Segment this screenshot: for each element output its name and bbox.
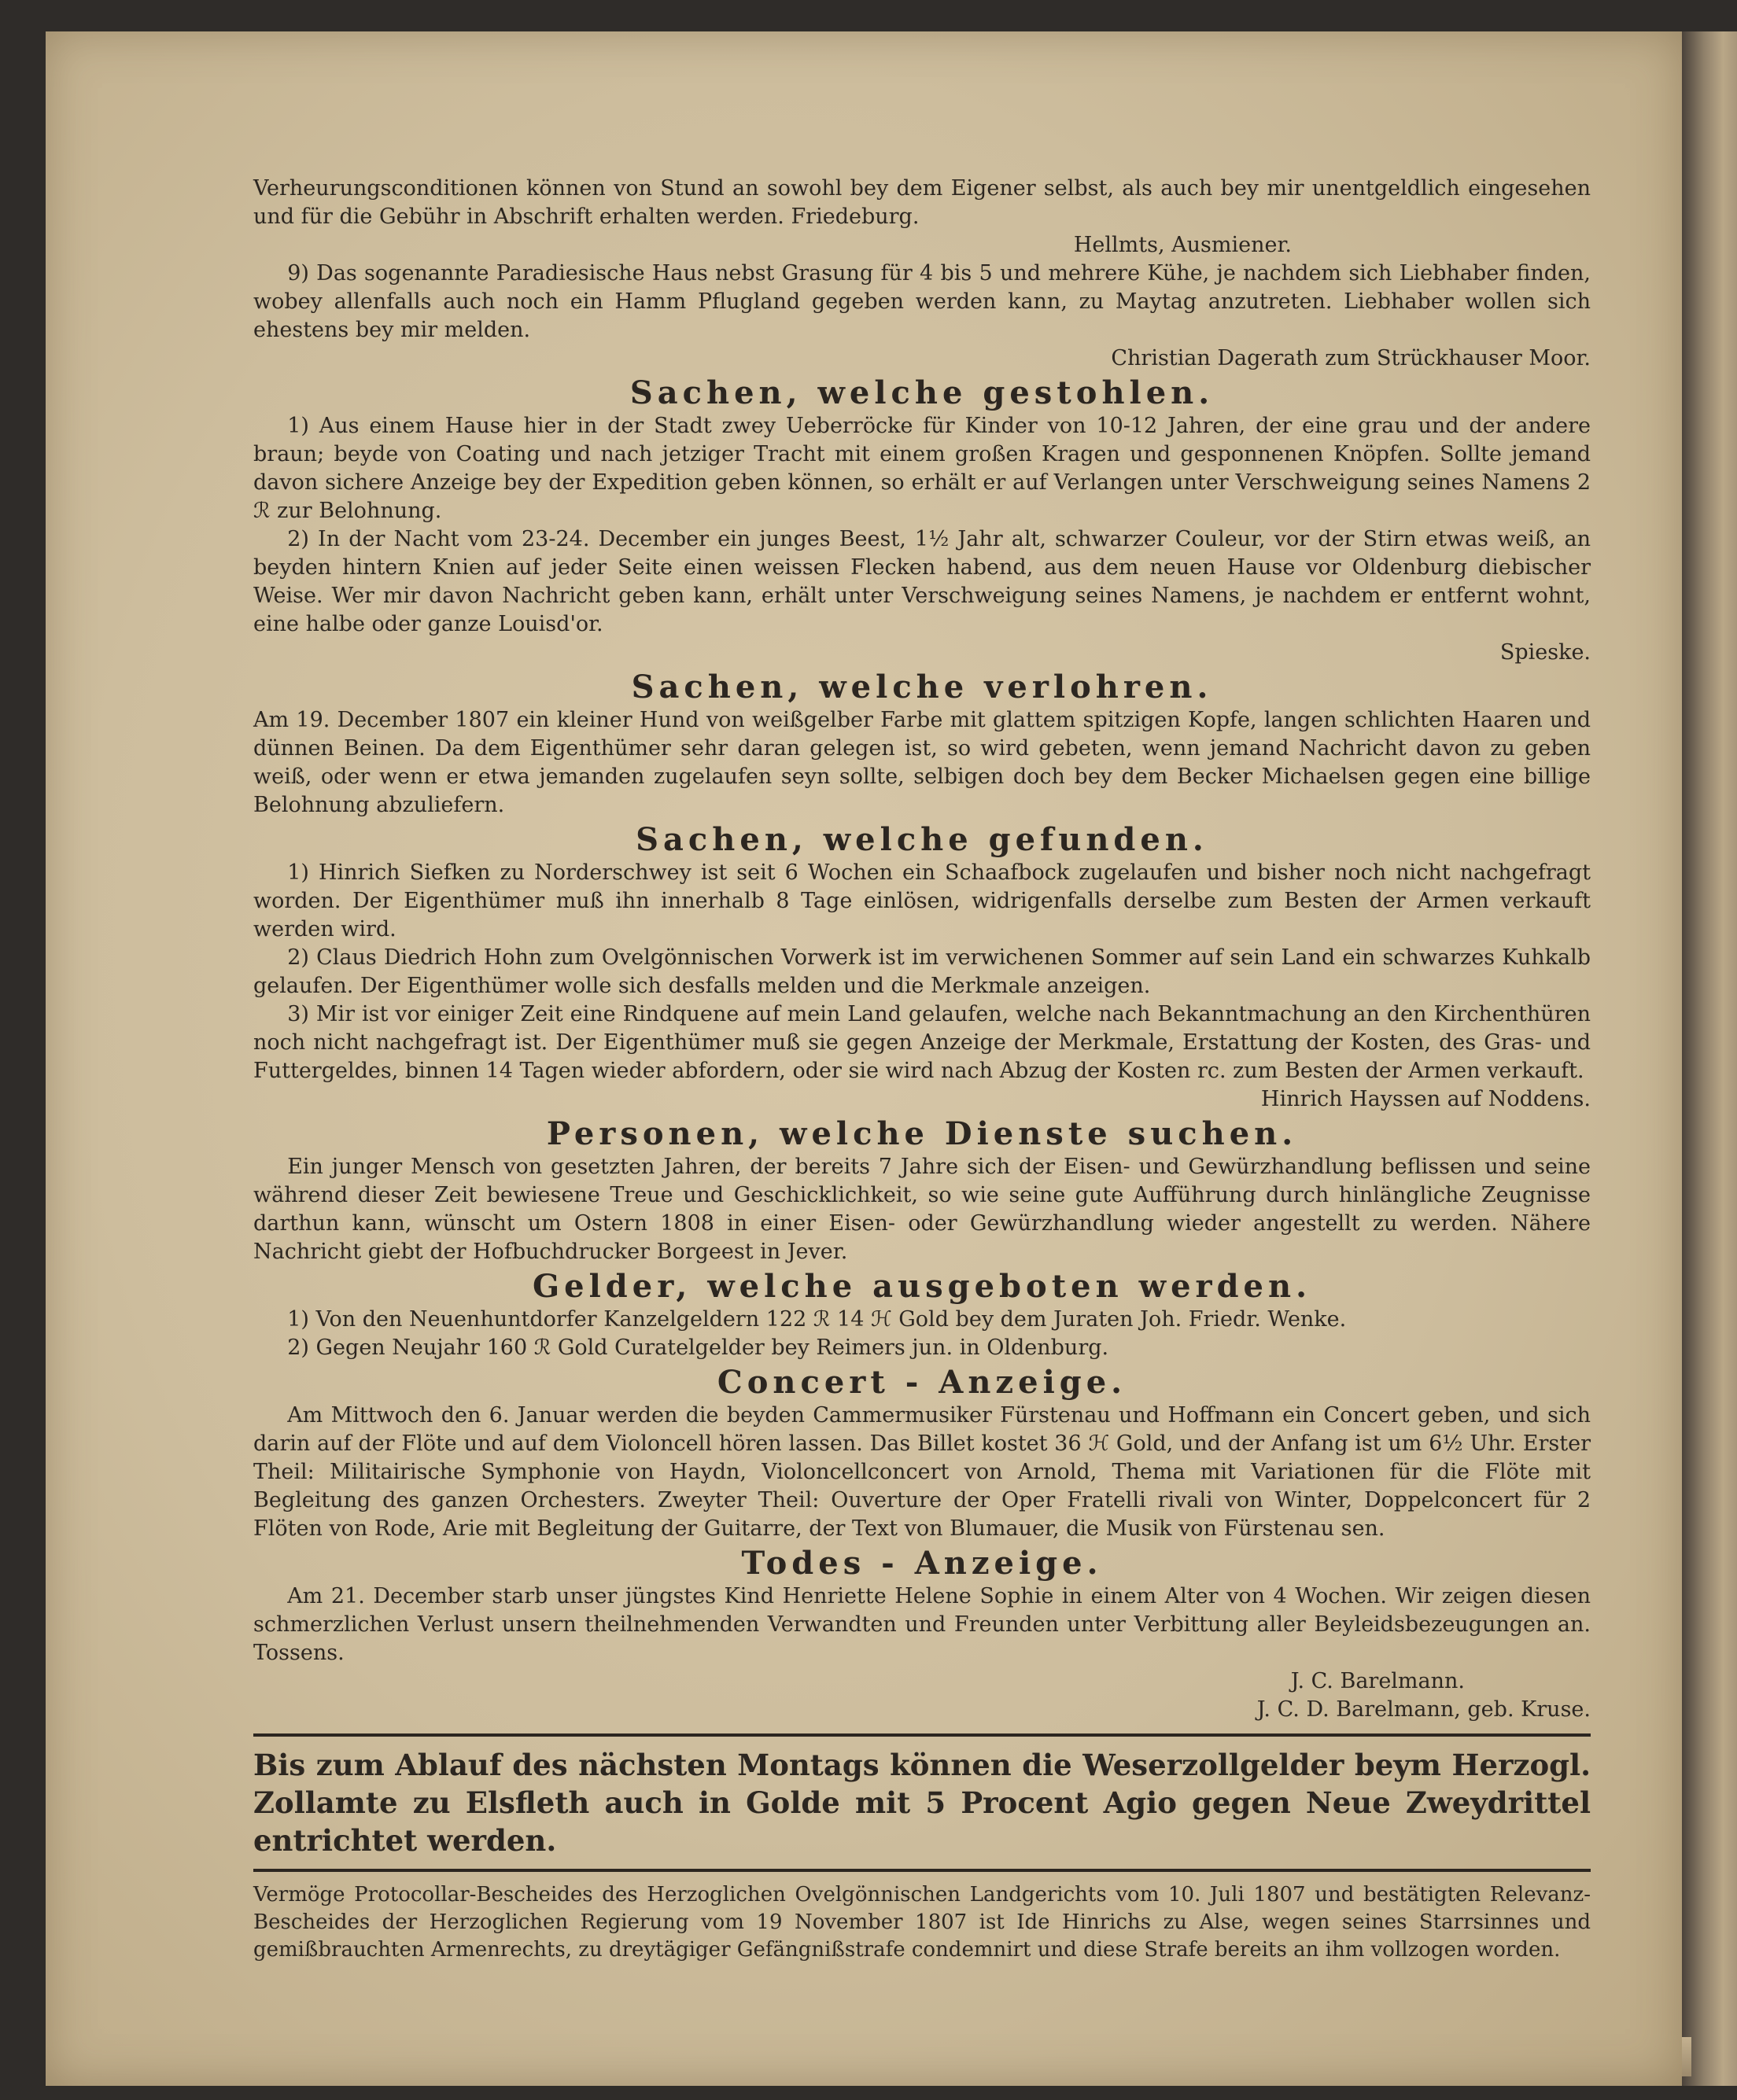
- lost-item-dog: Am 19. December 1807 ein kleiner Hund von weißgelber Farbe mit glattem spitzigen Kopfe, langen schlichten Haaren und dünnen Beinen. Da dem Eigenthümer sehr daran gelegen ist, so wird gebeten, wenn jemand Nachricht davon zu geben weiß, oder wenn er etwa jemanden zugelaufen seyn sollte, selbigen doch bey dem Becker Michaelsen gegen eine billige Belohnung abzuliefern.: [253, 708, 1591, 817]
- divider-top: [253, 1733, 1591, 1737]
- found-item-3: 3) Mir ist vor einiger Zeit eine Rindquene auf mein Land gelaufen, welche nach Bekanntmachung an den Kirchenthüren noch nicht nachgefragt ist. Der Eigenthümer muß sie gegen Anzeige der Merkmale, Erstattung der Kosten, des Gras- und Futtergeldes, binnen 14 Tagen wieder abfordern, oder sie wird nach Abzug der Kosten rc. zum Besten der Armen verkauft.: [253, 1002, 1591, 1083]
- heading-money: Gelder, welche ausgeboten werden.: [532, 1268, 1312, 1305]
- heading-lost: Sachen, welche verlohren.: [631, 669, 1213, 706]
- toll-notice: Bis zum Ablauf des nächsten Montags können die Weserzollgelder beym Herzogl. Zollamte zu Elsfleth auch in Golde mit 5 Procent Agio gegen Neue Zweydrittel entrichtet werden.: [253, 1748, 1591, 1858]
- concert-announcement: Am Mittwoch den 6. Januar werden die beyden Cammermusiker Fürstenau und Hoffmann ein Concert geben, und sich darin auf der Flöte und auf dem Violoncell hören lassen. Das Billet kostet 36 ℋ Gold, und der Anfang ist um 6½ Uhr. Erster Theil: Militairische Symphonie von Haydn, Violoncellconcert von Arnold, Thema mit Variationen für die Flöte mit Begleitung des ganzen Orchesters. Zweyter Theil: Ouverture der Oper Fratelli rivali von Winter, Doppelconcert für 2 Flöten von Rode, Arie mit Begleitung der Guitarre, der Text von Blumauer, die Musik von Fürstenau sen.: [253, 1403, 1591, 1541]
- signature-hellmts: Hellmts, Ausmiener.: [1073, 233, 1292, 257]
- signature-hayssen: Hinrich Hayssen auf Noddens.: [1260, 1087, 1591, 1111]
- money-item-1: 1) Von den Neuenhuntdorfer Kanzelgeldern 122 ℛ 14 ℋ Gold bey dem Juraten Joh. Friedr. Wenke.: [287, 1307, 1347, 1332]
- signature-barelmann-2: J. C. D. Barelmann, geb. Kruse.: [1256, 1697, 1591, 1722]
- heading-death: Todes - Anzeige.: [741, 1545, 1103, 1582]
- heading-found: Sachen, welche gefunden.: [636, 821, 1208, 858]
- service-ad: Ein junger Mensch von gesetzten Jahren, der bereits 7 Jahre sich der Eisen- und Gewürzhandlung beflissen und seine während dieser Zeit bewiesene Treue und Geschicklichkeit, so wie seine gute Aufführung durch hinlängliche Zeugnisse darthun kann, wünscht um Ostern 1808 in einer Eisen- oder Gewürzhandlung wieder angestellt zu werden. Nähere Nachricht giebt der Hofbuchdrucker Borgeest in Jever.: [253, 1155, 1591, 1264]
- court-decree: Vermöge Protocollar-Bescheides des Herzoglichen Ovelgönnischen Landgerichts vom 10. Juli 1807 und bestätigten Relevanz-Bescheides der Herzoglichen Regierung vom 19 November 1807 ist Ide Hinrichs zu Alse, wegen seines Starrsinnes und gemißbrauchten Armenrechts, zu dreytägiger Gefängnißstrafe condemnirt und diese Strafe bereits an ihm vollzogen worden.: [253, 1883, 1591, 1962]
- heading-concert: Concert - Anzeige.: [717, 1364, 1127, 1401]
- money-item-2: 2) Gegen Neujahr 160 ℛ Gold Curatelgelder bey Reimers jun. in Oldenburg.: [287, 1336, 1109, 1360]
- heading-services: Personen, welche Dienste suchen.: [546, 1115, 1298, 1152]
- death-notice: Am 21. December starb unser jüngstes Kind Henriette Helene Sophie in einem Alter von 4 Wochen. Wir zeigen diesen schmerzlichen Verlust unsern theilnehmenden Verwandten und Freunden unter Verbittung aller Beyleidsbezeugungen an. Tossens.: [253, 1584, 1591, 1665]
- stolen-item-2: 2) In der Nacht vom 23-24. December ein junges Beest, 1½ Jahr alt, schwarzer Couleur, vor der Stirn etwas weiß, an beyden hintern Knien auf jeder Seite einen weissen Flecken habend, aus dem neuen Hause vor Oldenburg diebischer Weise. Wer mir davon Nachricht geben kann, erhält unter Verschweigung seines Namens, je nachdem er entfernt wohnt, eine halbe oder ganze Louisd'or.: [253, 527, 1591, 636]
- conditions-paragraph: Verheurungsconditionen können von Stund an sowohl bey dem Eigener selbst, als auch bey mir unentgeldlich eingesehen und für die Gebühr in Abschrift erhalten werden. Friedeburg.: [253, 176, 1591, 229]
- page-content: [253, 175, 1591, 2007]
- found-item-2: 2) Claus Diedrich Hohn zum Ovelgönnischen Vorwerk ist im verwichenen Sommer auf sein Land ein schwarzes Kuhkalb gelaufen. Der Eigenthümer wolle sich desfalls melden und die Merkmale anzeigen.: [253, 945, 1591, 998]
- divider-bottom: [253, 1869, 1591, 1872]
- signature-dagerath: Christian Dagerath zum Strückhauser Moor.: [1111, 346, 1591, 370]
- stolen-item-1: 1) Aus einem Hause hier in der Stadt zwey Ueberröcke für Kinder von 10-12 Jahren, der eine grau und der andere braun; beyde von Coating und nach jetziger Tracht mit einem großen Kragen und gesponnenen Knöpfen. Sollte jemand davon sichere Anzeige bey der Expedition geben können, so erhält er auf Verlangen unter Verschweigung seines Namens 2 ℛ zur Belohnung.: [253, 414, 1591, 523]
- signature-spieske: Spieske.: [1499, 640, 1591, 665]
- signature-barelmann-1: J. C. Barelmann.: [1290, 1669, 1465, 1693]
- book-gutter: [1682, 31, 1737, 2086]
- heading-stolen: Sachen, welche gestohlen.: [629, 374, 1215, 411]
- found-item-1: 1) Hinrich Siefken zu Norderschwey ist seit 6 Wochen ein Schaafbock zugelaufen und bisher noch nicht nachgefragt worden. Der Eigenthümer muß ihn innerhalb 8 Tage einlösen, widrigenfalls derselbe zum Besten der Armen verkauft werden wird.: [253, 860, 1591, 941]
- ad-paradise-house: 9) Das sogenannte Paradiesische Haus nebst Grasung für 4 bis 5 und mehrere Kühe, je nachdem sich Liebhaber finden, wobey allenfalls auch noch ein Hamm Pflugland gegeben werden kann, zu Maytag anzutreten. Liebhaber wollen sich ehestens bey mir melden.: [253, 261, 1591, 342]
